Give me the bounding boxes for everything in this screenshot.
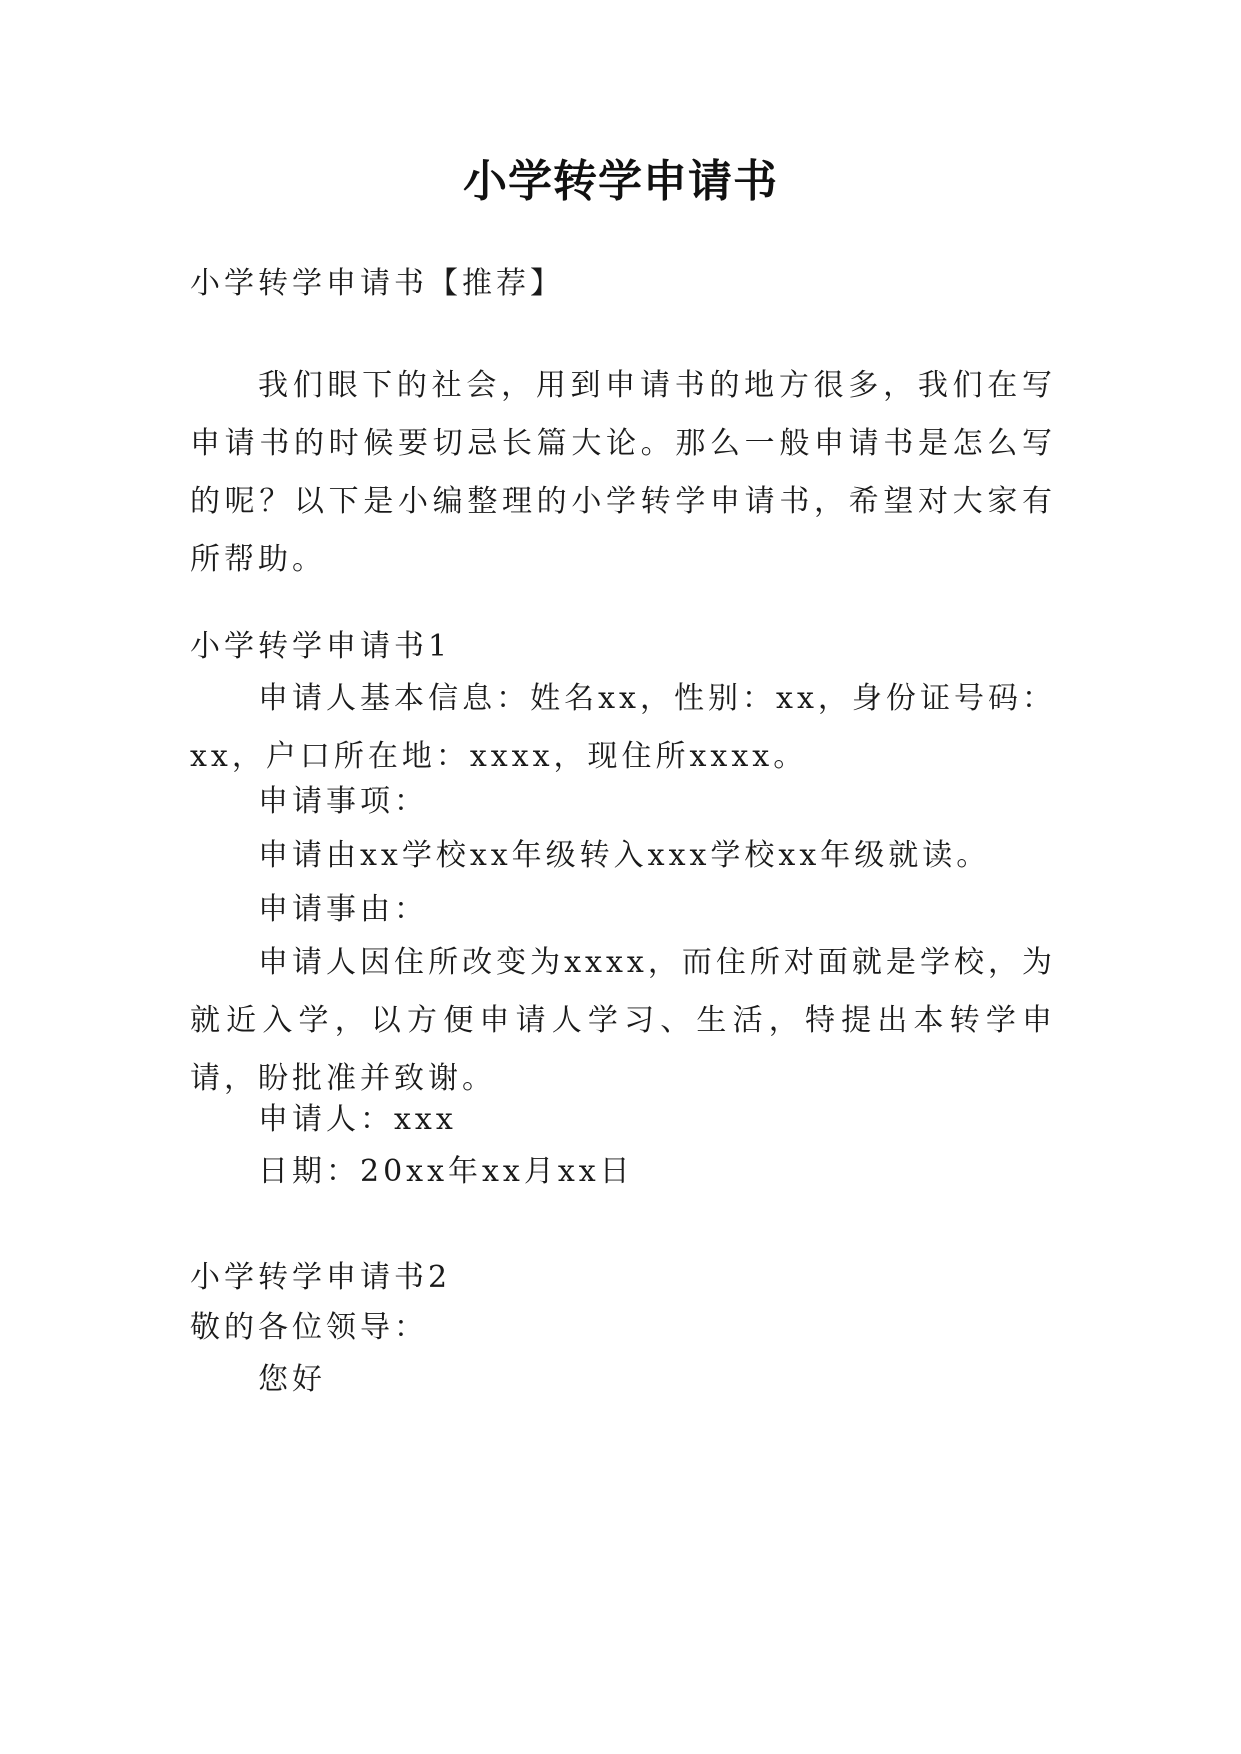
section1-reason: 申请人因住所改变为xxxx，而住所对面就是学校，为就近入学，以方便申请人学习、生活，特提出本转学申请，盼批准并致谢。 bbox=[190, 945, 1056, 1096]
document-title: 小学转学申请书 bbox=[463, 156, 778, 207]
section1-heading: 小学转学申请书1 bbox=[190, 629, 452, 664]
intro-paragraph: 我们眼下的社会，用到申请书的地方很多，我们在写申请书的时候要切忌长篇大论。那么一般申请书是怎么写的呢？以下是小编整理的小学转学申请书，希望对大家有所帮助。 bbox=[190, 368, 1056, 577]
section2-salutation: 敬的各位领导： bbox=[190, 1310, 428, 1345]
section1-matter-label: 申请事项： bbox=[258, 784, 428, 819]
section1-matter: 申请由xx学校xx年级转入xxx学校xx年级就读。 bbox=[258, 838, 991, 873]
section1-reason-label: 申请事由： bbox=[258, 892, 428, 927]
section2-heading: 小学转学申请书2 bbox=[190, 1260, 452, 1295]
section1-basic-info: 申请人基本信息：姓名xx，性别：xx，身份证号码：xx，户口所在地：xxxx，现住所xxxx。 bbox=[190, 681, 1056, 774]
section1-applicant: 申请人：xxx bbox=[258, 1102, 457, 1137]
section2-greeting: 您好 bbox=[258, 1362, 326, 1397]
section1-date: 日期：20xx年xx月xx日 bbox=[258, 1154, 634, 1189]
document-subtitle: 小学转学申请书【推荐】 bbox=[190, 266, 564, 301]
